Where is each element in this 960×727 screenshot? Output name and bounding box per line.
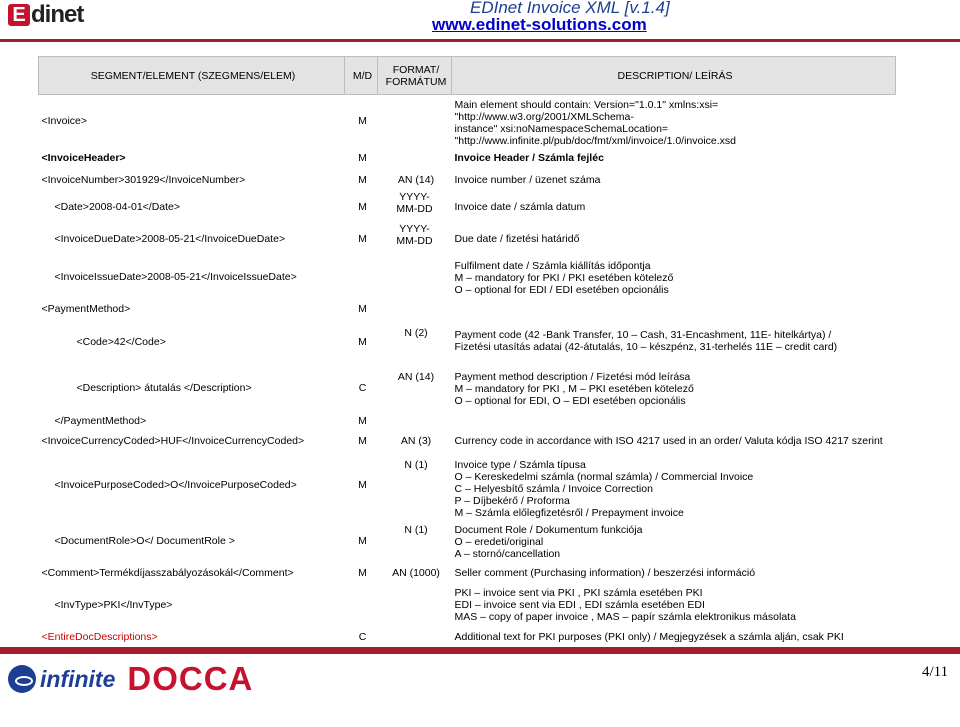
format-cell (378, 627, 452, 647)
segment-cell: <InvoiceIssueDate>2008-05-21</InvoiceIssueDate> (54, 271, 297, 283)
md-cell: M (358, 174, 367, 186)
md-cell (345, 255, 378, 299)
table-row (39, 95, 896, 148)
segment-cell: <PaymentMethod> (41, 303, 131, 315)
format-cell (378, 95, 452, 148)
md-cell: C (358, 382, 367, 394)
description-cell (452, 255, 896, 299)
segment-cell: <DocumentRole>O</ DocumentRole > (54, 535, 235, 547)
description-cell (452, 451, 896, 519)
header-format: FORMAT/ FORMÁTUM (378, 57, 452, 95)
description-line: M – mandatory for PKI , M – PKI esetében kötelező (454, 383, 694, 395)
format-cell: YYYY-MM-DD (396, 223, 433, 247)
format-cell (378, 411, 452, 431)
table-row (39, 255, 896, 299)
table-row (39, 451, 896, 519)
table-row (39, 519, 896, 563)
md-cell: M (358, 415, 367, 427)
description-line: P – Díjbekérő / Proforma (454, 495, 570, 507)
description-line: O – optional for EDI / EDI esetében opcionális (454, 284, 669, 296)
segment-cell: <Code>42</Code> (76, 336, 166, 348)
format-cell (378, 299, 452, 319)
md-cell: M (358, 303, 367, 315)
format-cell (378, 583, 452, 627)
segment-cell: <Comment>Termékdíjasszabályozásokál</Comment> (41, 567, 294, 579)
description-line: "http://www.infinite.pl/pub/doc/fmt/xml/invoice/1.0/invoice.xsd (454, 135, 737, 147)
description-line: PKI – invoice sent via PKI , PKI számla esetében PKI (454, 587, 703, 599)
description-cell (452, 95, 896, 148)
description-cell: Invoice Header / Számla fejléc (454, 152, 604, 164)
description-cell: Due date / fizetési határidő (454, 233, 580, 245)
table-row (39, 583, 896, 627)
description-cell: Seller comment (Purchasing information) / beszerzési információ (454, 567, 756, 579)
page-number: 4/11 (922, 664, 949, 680)
segment-cell: <InvoicePurposeCoded>O</InvoicePurposeCoded> (54, 479, 297, 491)
segment-cell: <InvType>PKI</InvType> (54, 599, 173, 611)
segment-cell: <InvoiceHeader> (41, 152, 126, 164)
md-cell: C (358, 631, 367, 643)
edinet-logo (8, 2, 83, 28)
table-header-row (39, 57, 896, 95)
table-row (39, 147, 896, 169)
description-line: MAS – copy of paper invoice , MAS – papír számla elektronikus másolata (454, 611, 796, 623)
description-line: instance" xsi:noNamespaceSchemaLocation= (454, 123, 669, 135)
description-line: Invoice type / Számla típusa (454, 459, 586, 471)
logo-letter: E (8, 4, 30, 26)
md-cell: M (358, 535, 367, 547)
description-cell: Invoice number / üzenet száma (454, 174, 601, 186)
description-line: Payment method description / Fizetési mód leírása (454, 371, 691, 383)
segment-cell: <InvoiceCurrencyCoded>HUF</InvoiceCurrencyCoded> (41, 435, 305, 447)
header-segment: SEGMENT/ELEMENT (SZEGMENS/ELEM) (39, 57, 345, 95)
docca-brand: DOCCA (127, 660, 254, 697)
description-cell: Currency code in accordance with ISO 4217 used in an order/ Valuta kódja ISO 4217 szerint (454, 435, 883, 447)
table-row (39, 169, 896, 191)
header-description: DESCRIPTION/ LEÍRÁS (452, 57, 896, 95)
description-line: Payment code (42 -Bank Transfer, 10 – Cash, 31-Encashment, 11E- hitelkártya) / (454, 329, 832, 341)
segment-cell: <InvoiceNumber>301929</InvoiceNumber> (41, 174, 246, 186)
format-cell (378, 255, 452, 299)
header-divider (0, 39, 960, 42)
infinite-brand: infinite (40, 665, 116, 692)
md-cell: M (358, 336, 367, 348)
description-line: C – Helyesbítő számla / Invoice Correction (454, 483, 653, 495)
spec-table (38, 56, 896, 647)
md-cell: M (358, 435, 367, 447)
description-cell (452, 411, 896, 431)
table-row (39, 365, 896, 411)
footer-logo (8, 659, 253, 699)
logo-text: dinet (31, 1, 84, 28)
table-row (39, 299, 896, 319)
header-md: M/D (345, 57, 378, 95)
description-line: Document Role / Dokumentum funkciója (454, 524, 643, 536)
table-row (39, 223, 896, 255)
description-cell (452, 583, 896, 627)
description-line: O – eredeti/original (454, 536, 544, 548)
table-row (39, 411, 896, 431)
table-row (39, 431, 896, 451)
md-cell: M (358, 152, 367, 164)
description-line: Main element should contain: Version="1.0.1" xmlns:xsi= "http://www.w3.org/2001/XMLSchema- (454, 99, 719, 123)
page-header (0, 0, 960, 42)
format-cell: AN (14) (397, 174, 435, 186)
description-line: O – Kereskedelmi számla (normal számla) / Commercial Invoice (454, 471, 754, 483)
md-cell: M (358, 115, 367, 127)
format-cell: AN (1000) (392, 567, 440, 579)
md-cell: M (358, 479, 367, 491)
segment-cell: <InvoiceDueDate>2008-05-21</InvoiceDueDate> (54, 233, 286, 245)
segment-cell: <Date>2008-04-01</Date> (54, 201, 181, 213)
format-cell: N (2) (404, 327, 428, 339)
description-cell (452, 365, 896, 411)
description-cell: Invoice date / számla datum (454, 201, 586, 213)
md-cell (345, 583, 378, 627)
table-row (39, 563, 896, 583)
segment-cell: </PaymentMethod> (54, 415, 147, 427)
description-line: M – Számla előlegfizetésről / Prepayment invoice (454, 507, 684, 519)
segment-cell: <Invoice> (41, 115, 88, 127)
description-cell (452, 319, 896, 365)
table-row (39, 627, 896, 647)
description-cell (452, 299, 896, 319)
format-cell: AN (14) (397, 371, 435, 383)
footer-divider (0, 647, 960, 654)
description-line: M – mandatory for PKI / PKI esetében kötelező (454, 272, 674, 284)
description-line: O – optional for EDI, O – EDI esetében opcionális (454, 395, 686, 407)
description-line: A – stornó/cancellation (454, 548, 561, 560)
format-cell: N (1) (404, 459, 428, 471)
format-cell: AN (3) (400, 435, 432, 447)
table-row (39, 319, 896, 365)
description-cell: Additional text for PKI purposes (PKI only) / Megjegyzések a számla alján, csak PKI (454, 631, 844, 643)
format-cell: YYYY-MM-DD (396, 191, 433, 215)
website-link[interactable]: www.edinet-solutions.com (432, 15, 647, 34)
segment-cell: <Description> átutalás </Description> (76, 382, 252, 394)
format-cell (378, 147, 452, 169)
format-cell: N (1) (404, 524, 428, 536)
description-line: EDI – invoice sent via EDI , EDI számla esetében EDI (454, 599, 705, 611)
infinite-logo-icon (8, 665, 36, 693)
description-line: Fulfilment date / Számla kiállítás időpontja (454, 260, 651, 272)
md-cell: M (358, 201, 367, 213)
md-cell: M (358, 567, 367, 579)
description-line: Fizetési utasítás adatai (42-átutalás, 10 – készpénz, 31-terhelés 11E – credit card) (454, 341, 838, 353)
md-cell: M (358, 233, 367, 245)
table-row (39, 191, 896, 223)
document-title: EDInet Invoice XML [v.1.4] (470, 0, 670, 17)
segment-cell: <EntireDocDescriptions> (41, 631, 158, 643)
description-cell (452, 519, 896, 563)
